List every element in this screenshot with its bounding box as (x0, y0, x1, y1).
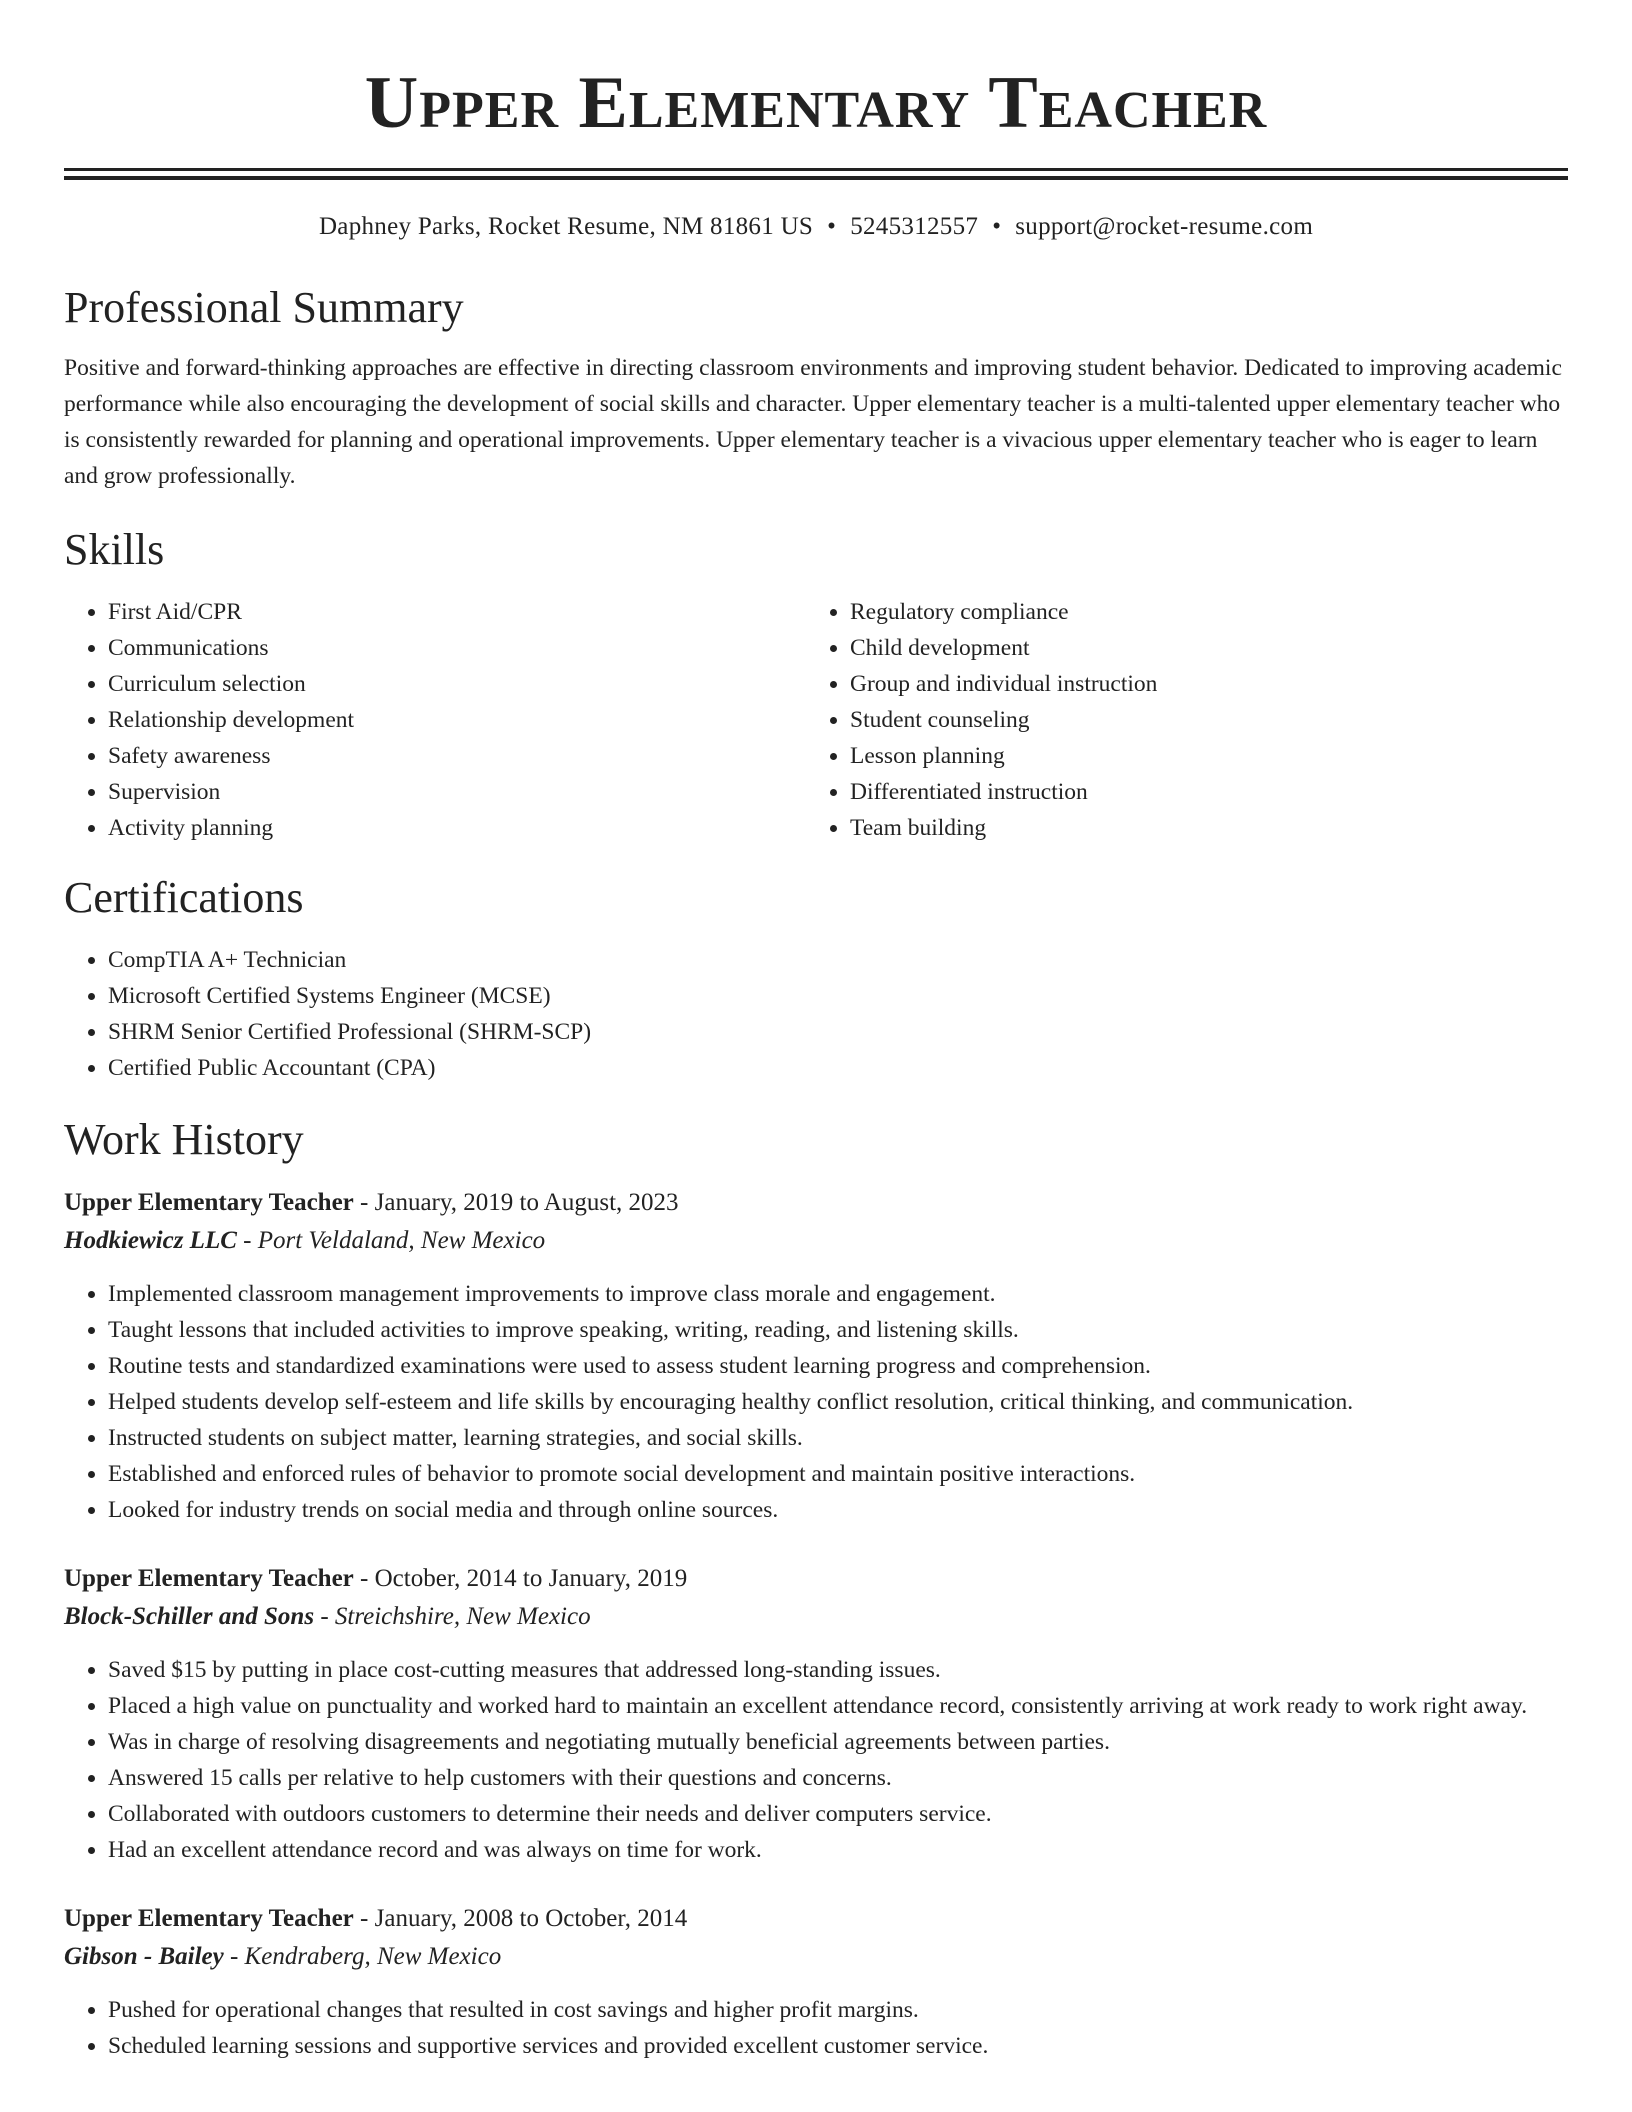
job-company: Gibson - Bailey (64, 1943, 224, 1970)
job-bullet: • Helped students develop self-esteem and life skills by encouraging healthy conflict resolution, critical thinking, and communication. (108, 1384, 1568, 1420)
skills-heading: Skills (64, 525, 165, 574)
job-dates: - January, 2008 to October, 2014 (353, 1905, 688, 1932)
job-location: - Kendraberg, New Mexico (223, 1943, 502, 1970)
certification-item: • Certified Public Accountant (CPA) (108, 1050, 1568, 1086)
job-bullet: • Was in charge of resolving disagreements and negotiating mutually beneficial agreements between parties. (108, 1724, 1568, 1760)
job-company-line (64, 1938, 1568, 1976)
contact-line (64, 210, 1568, 244)
resume-page (64, 0, 1568, 2064)
title-double-rule (64, 168, 1568, 180)
skill-item: • Relationship development (108, 702, 806, 738)
job-company-line (64, 1598, 1568, 1636)
skill-item: • Child development (850, 630, 1548, 666)
job-title-line (64, 1900, 1568, 1938)
resume-title: Upper Elementary Teacher (364, 62, 1268, 144)
job-bullet: • Had an excellent attendance record and was always on time for work. (108, 1832, 1568, 1868)
job-bullet: • Implemented classroom management improvements to improve class morale and engagement. (108, 1276, 1568, 1312)
job-bullet: • Looked for industry trends on social media and through online sources. (108, 1492, 1568, 1528)
job-bullets (64, 1992, 1568, 2064)
skill-item: • Group and individual instruction (850, 666, 1548, 702)
job-title: Upper Elementary Teacher (64, 1565, 354, 1592)
job-location: - Streichshire, New Mexico (314, 1603, 591, 1630)
skill-item: • Curriculum selection (108, 666, 806, 702)
job-bullets (64, 1276, 1568, 1528)
job-bullet: • Taught lessons that included activities to improve speaking, writing, reading, and listening skills. (108, 1312, 1568, 1348)
skill-item: • First Aid/CPR (108, 594, 806, 630)
job-bullets (64, 1652, 1568, 1868)
job-company: Block-Schiller and Sons (64, 1603, 315, 1630)
skill-item: • Safety awareness (108, 738, 806, 774)
job-entry (64, 1900, 1568, 2064)
contact-phone: 5245312557 (850, 213, 979, 240)
job-bullet: • Routine tests and standardized examinations were used to assess student learning progress and comprehension. (108, 1348, 1568, 1384)
certification-item: • SHRM Senior Certified Professional (SHRM-SCP) (108, 1014, 1568, 1050)
skills-grid (64, 594, 1568, 846)
job-dates: - January, 2019 to August, 2023 (353, 1189, 679, 1216)
skill-item: • Differentiated instruction (850, 774, 1548, 810)
job-company-line (64, 1222, 1568, 1260)
contact-address: Daphney Parks, Rocket Resume, NM 81861 US (318, 213, 814, 240)
skill-item: • Lesson planning (850, 738, 1548, 774)
job-bullet: • Placed a high value on punctuality and worked hard to maintain an excellent attendance record, consistently arriving at work ready to work right away. (108, 1688, 1568, 1724)
summary-text: Positive and forward-thinking approaches are effective in directing classroom environments and improving student behavior. Dedicated to improving academic performance while also encouraging the development of social skills and character. Upper elementary teacher is a multi-talented upper elementary teacher who is consistently rewarded for planning and operational improvements. Upper elementary teacher is a vivacious upper elementary teacher who is eager to learn and grow professionally. (64, 355, 1562, 489)
job-bullet: • Instructed students on subject matter, learning strategies, and social skills. (108, 1420, 1568, 1456)
skills-list-left (64, 594, 806, 846)
job-company: Hodkiewicz LLC (64, 1227, 237, 1254)
certification-item: • CompTIA A+ Technician (108, 942, 1568, 978)
contact-email: support@rocket-resume.com (1015, 213, 1314, 240)
job-title-line (64, 1560, 1568, 1598)
contact-separator: • (827, 213, 837, 240)
skill-item: • Regulatory compliance (850, 594, 1548, 630)
job-title-line (64, 1184, 1568, 1222)
certification-item: • Microsoft Certified Systems Engineer (MCSE) (108, 978, 1568, 1014)
skill-item: • Communications (108, 630, 806, 666)
job-bullet: • Pushed for operational changes that resulted in cost savings and higher profit margins. (108, 1992, 1568, 2028)
job-bullet: • Collaborated with outdoors customers to determine their needs and deliver computers service. (108, 1796, 1568, 1832)
skills-list-right (806, 594, 1548, 846)
skill-item: • Team building (850, 810, 1548, 846)
skill-item: • Student counseling (850, 702, 1548, 738)
certifications-heading: Certifications (64, 873, 304, 922)
job-entry (64, 1184, 1568, 1528)
job-title: Upper Elementary Teacher (64, 1189, 354, 1216)
work-history-heading: Work History (64, 1115, 304, 1164)
job-bullet: • Answered 15 calls per relative to help customers with their questions and concerns. (108, 1760, 1568, 1796)
job-bullet: • Saved $15 by putting in place cost-cutting measures that addressed long-standing issues. (108, 1652, 1568, 1688)
contact-separator: • (992, 213, 1002, 240)
certifications-list (64, 942, 1568, 1086)
skill-item: • Supervision (108, 774, 806, 810)
job-title: Upper Elementary Teacher (64, 1905, 354, 1932)
job-dates: - October, 2014 to January, 2019 (353, 1565, 688, 1592)
job-entry (64, 1560, 1568, 1868)
summary-heading: Professional Summary (64, 283, 464, 332)
job-bullet: • Scheduled learning sessions and supportive services and provided excellent customer service. (108, 2028, 1568, 2064)
job-location: - Port Veldaland, New Mexico (236, 1227, 546, 1254)
job-bullet: • Established and enforced rules of behavior to promote social development and maintain positive interactions. (108, 1456, 1568, 1492)
skill-item: • Activity planning (108, 810, 806, 846)
